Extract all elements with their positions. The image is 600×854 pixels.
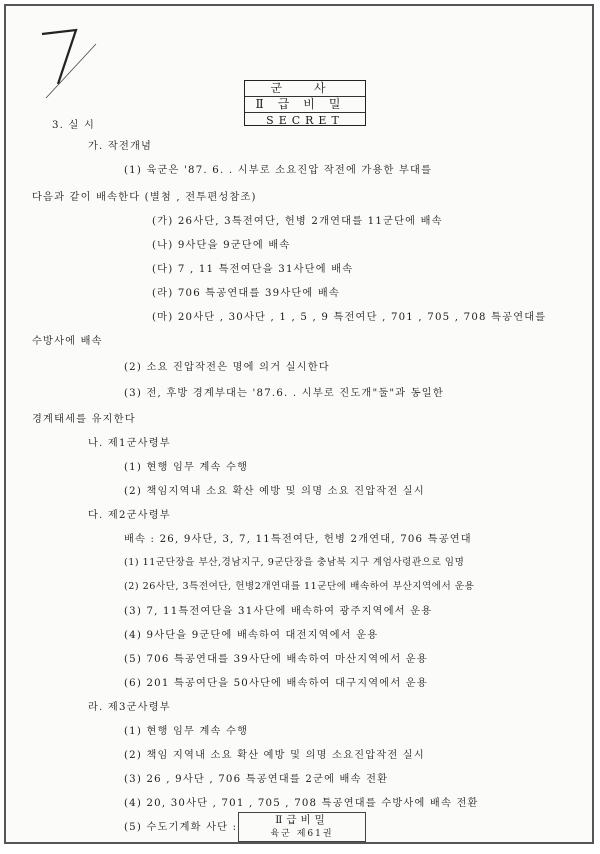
list-item: (4) 20, 30사단 , 701 , 705 , 708 특공연대를 수방사에 배속 전환 — [124, 798, 479, 809]
document-page — [4, 4, 594, 844]
list-item: (3) 26 , 9사단 , 706 특공연대를 2군에 배속 전환 — [124, 774, 389, 785]
list-item: (2) 26사단, 3특전여단, 헌병2개연대를 11군단에 배속하여 부산지역에서 운용 — [124, 581, 475, 592]
list-item: (6) 201 특공여단을 50사단에 배속하여 대구지역에서 운용 — [124, 678, 428, 689]
footer-stamp-line-2: 육군 제61권 — [270, 829, 334, 839]
list-item: (라) 706 특공연대를 39사단에 배속 — [152, 288, 340, 299]
list-item: (2) 책임지역내 소요 확산 예방 및 의명 소요 진압작전 실시 — [124, 486, 425, 497]
text-line: (3) 전, 후방 경계부대는 '87.6. . 시부로 진도개"둘"과 동일한 — [124, 388, 444, 399]
text-line: 배속 : 26, 9사단, 3, 7, 11특전여단, 헌병 2개연대, 706 특공연대 — [124, 534, 472, 545]
section-heading: 3. 실 시 — [52, 120, 96, 131]
stamp-line-2: Ⅱ급비밀 — [245, 96, 365, 112]
list-item: (1) 현행 임무 계속 수행 — [124, 462, 249, 473]
footer-stamp — [238, 812, 366, 842]
text-line: 다음과 같이 배속한다 (별첨 , 전투편성참조) — [32, 192, 257, 203]
text-line: 경계태세를 유지한다 — [32, 414, 136, 425]
list-item: (가) 26사단, 3특전여단, 헌병 2개연대를 11군단에 배속 — [152, 216, 443, 227]
list-item: (다) 7 , 11 특전여단을 31사단에 배속 — [152, 264, 354, 275]
subsection-heading: 다. 제2군사령부 — [88, 510, 171, 521]
list-item: (나) 9사단을 9군단에 배속 — [152, 240, 291, 251]
subsection-heading: 나. 제1군사령부 — [88, 438, 171, 449]
list-item: (4) 9사단을 9군단에 배속하여 대전지역에서 운용 — [124, 630, 379, 641]
list-item: (1) 현행 임무 계속 수행 — [124, 726, 249, 737]
subsection-heading: 라. 제3군사령부 — [88, 702, 171, 713]
subsection-heading: 가. 작전개념 — [88, 141, 153, 152]
stamp-line-1: 군 사 — [270, 81, 340, 95]
list-item: (5) 706 특공연대를 39사단에 배속하여 마산지역에서 운용 — [124, 654, 428, 665]
footer-stamp-line-1: Ⅱ급비밀 — [275, 814, 329, 826]
handwritten-mark — [36, 24, 106, 104]
stamp-line-3: SECRET — [245, 112, 365, 128]
list-item: (2) 책임 지역내 소요 확산 예방 및 의명 소요진압작전 실시 — [124, 750, 425, 761]
list-item: (3) 7, 11특전여단을 31사단에 배속하여 광주지역에서 운용 — [124, 606, 433, 617]
classification-stamp — [244, 80, 366, 126]
text-line: 수방사에 배속 — [32, 336, 103, 347]
text-line: (1) 육군은 '87. 6. . 시부로 소요진압 작전에 가용한 부대를 — [124, 165, 433, 176]
text-line: (2) 소요 진압작전은 명에 의거 실시한다 — [124, 362, 330, 373]
list-item: (5) 수도기계화 사단 : — [124, 822, 238, 833]
list-item: (마) 20사단 , 30사단 , 1 , 5 , 9 특전여단 , 701 , 705 , 708 특공연대를 — [152, 312, 547, 323]
list-item: (1) 11군단장을 부산,경남지구, 9군단장을 충남북 지구 계엄사령관으로 임명 — [124, 557, 465, 568]
